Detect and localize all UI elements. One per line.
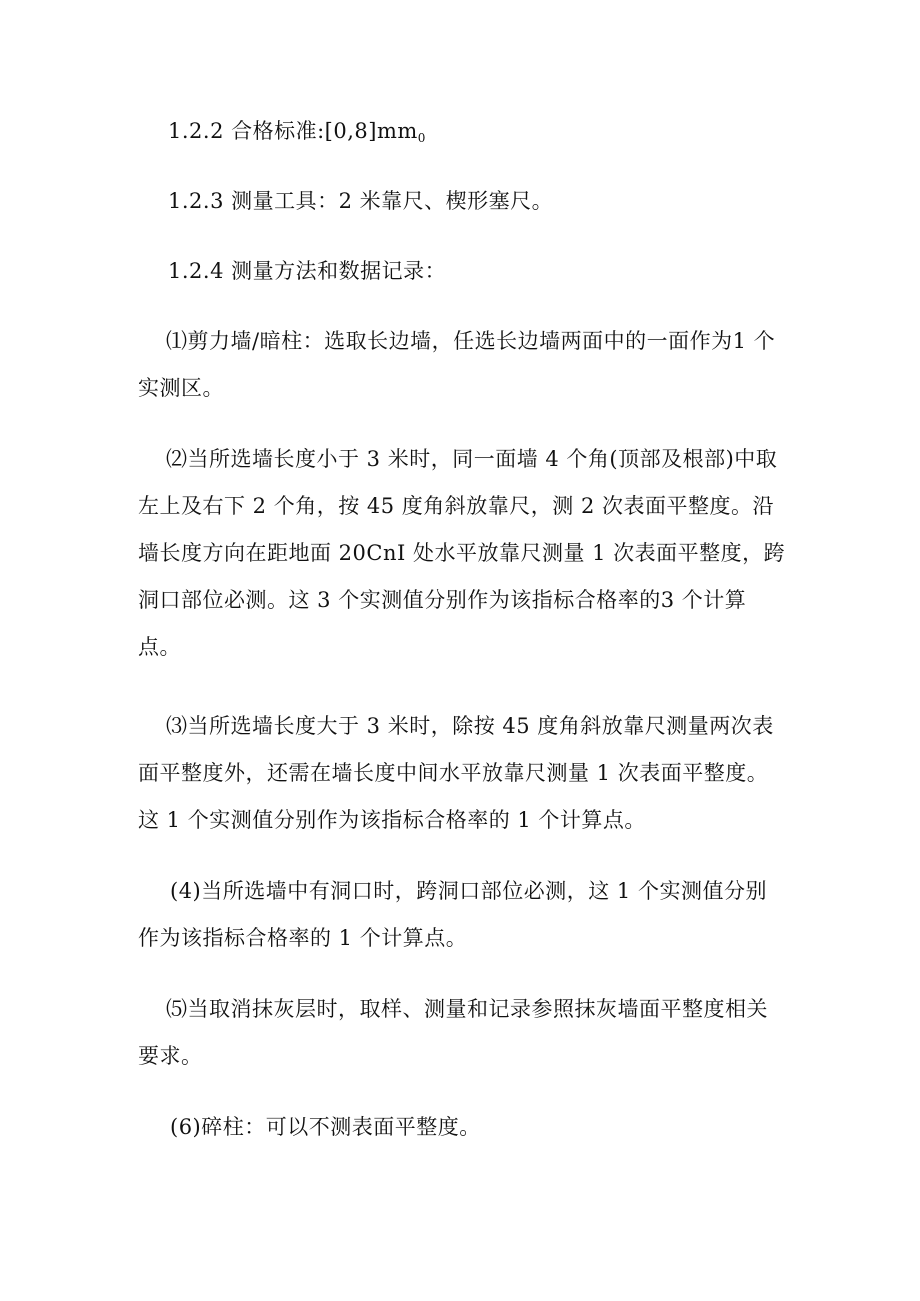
paragraph-item-2: ⑵当所选墙长度小于 3 米时，同一面墙 4 个角(顶部及根部)中取左上及右下 2 个角，按 45 度角斜放靠尺，测 2 次表面平整度。沿墙长度方向在距地面 20CnI 处水平放靠尺测量 1 次表面平整度，跨洞口部位必测。这 3 个实测值分别作为该指标合格率的3 个计算点。 [138, 447, 786, 659]
pass-standard-subscript: 0 [417, 131, 426, 145]
paragraph-pass-standard [168, 108, 818, 162]
paragraph-item-1: ⑴剪力墙/暗柱：选取长边墙，任选长边墙两面中的一面作为1 个实测区。 [138, 329, 776, 400]
paragraph-item-3: ⑶当所选墙长度大于 3 米时，除按 45 度角斜放靠尺测量两次表面平整度外，还需在墙长度中间水平放靠尺测量 1 次表面平整度。这 1 个实测值分别作为该指标合格率的 1 个计算点。 [138, 714, 774, 832]
paragraph-method-heading: 1.2.4 测量方法和数据记录： [168, 259, 447, 283]
paragraph-item-4: (4)当所选墙中有洞口时，跨洞口部位必测，这 1 个实测值分别作为该指标合格率的 1 个计算点。 [138, 879, 767, 950]
pass-standard-text: 1.2.2 合格标准:[0,8]mm [168, 119, 418, 143]
paragraph-item-6: (6)碎柱：可以不测表面平整度。 [170, 1115, 481, 1139]
paragraph-item-5: ⑸当取消抹灰层时，取样、测量和记录参照抹灰墙面平整度相关要求。 [138, 997, 768, 1068]
paragraph-measuring-tools: 1.2.3 测量工具：2 米靠尺、楔形塞尺。 [168, 189, 554, 213]
